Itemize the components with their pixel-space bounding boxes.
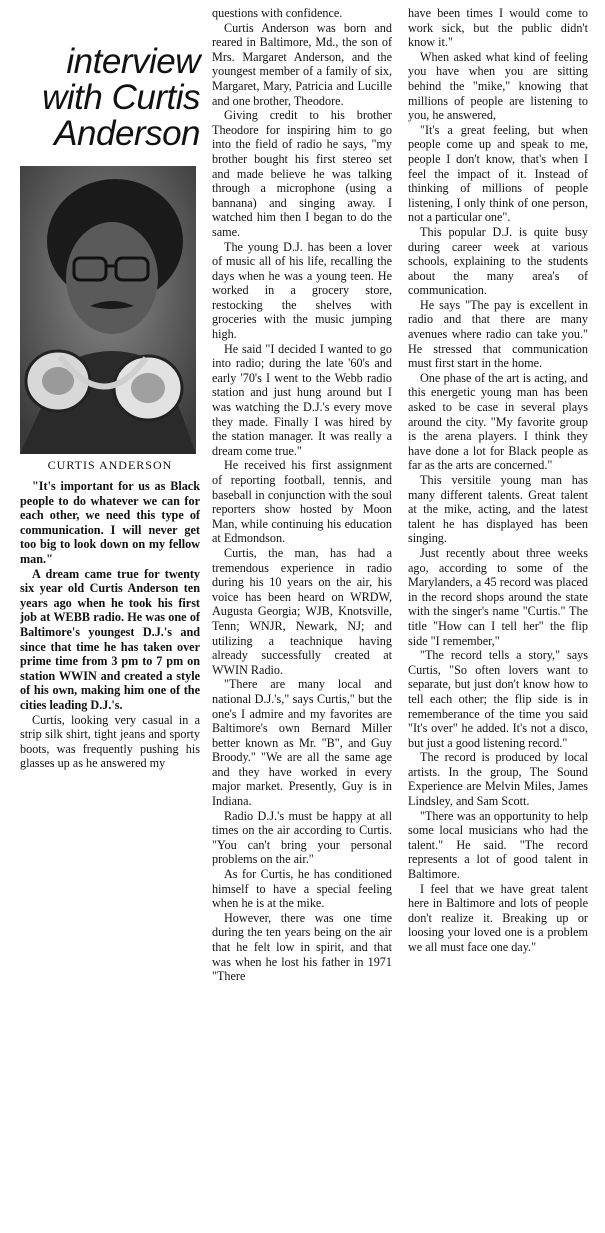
col1-paragraph: A dream came true for twenty six year old Curtis Anderson ten years ago when he took his first job at WEBB radio. He was one of Baltimore's youngest D.J.'s and since that time he has taken over prime time from 3 pm to 7 pm on station WWIN and created a style of his own, making him one of the cities leading D.J.'s. xyxy=(20,566,200,712)
col3-paragraph: He says "The pay is excellent in radio and that there are many avenues where radio can take you." He stressed that communication must first start in the home. xyxy=(408,297,588,371)
headline-line-3: Anderson xyxy=(54,114,200,153)
col2-paragraph: However, there was one time during the ten years being on the air that he felt low in spirit, and that was when he lost his father in 1971 "There xyxy=(212,910,392,984)
col2-paragraph: As for Curtis, he has conditioned himself to have a special feeling when he is at the mike. xyxy=(212,867,392,911)
col3-paragraph: "There was an opportunity to help some local musicians who had the talent." He said. "The record represents a lot of good talent in Baltimore. xyxy=(408,808,588,882)
col2-paragraph: questions with confidence. xyxy=(212,6,343,20)
headline-line-1: interview xyxy=(66,42,200,81)
col2-paragraph: "There are many local and national D.J.'s," says Curtis," but the one's I admire and my favorites are Baltimore's own Bernard Miller better known as Mr. "B", and Guy Broody." "We are all the same age and they have worked in every major market. Presently, Guy is in Indiana. xyxy=(212,677,392,809)
col3-paragraph: I feel that we have great talent here in Baltimore and lots of people don't realize it. Breaking up or loosing your loved one is a problem we all must face one day." xyxy=(408,881,588,954)
col3-paragraph: Just recently about three weeks ago, according to some of the Marylanders, a 45 record was placed in the record shops around the state with the singer's name "Curtis." The title "How can I tell her" the flip side "I remember," xyxy=(408,545,588,648)
col3-paragraph: "It's a great feeling, but when people come up and speak to me, people I don't know, that's when I feel the impact of it. Instead of thinking of millions of people listening, I only think of one person, not a particular one". xyxy=(408,122,588,225)
col1-paragraph: "It's important for us as Black people to do whatever we can for each other, we need this type of communication. I will never get too big to look down on my fellow man." xyxy=(20,479,200,566)
col3-paragraph: have been times I would come to work sick, but the public didn't know it." xyxy=(408,6,588,50)
col3-paragraph: When asked what kind of feeling you have when you are sitting behind the "mike," knowing that millions of people are listening to you, he answered, xyxy=(408,49,588,123)
col3-paragraph: The record is produced by local artists. In the group, The Sound Experience are Melvin Miles, James Lindsley, and Sam Scott. xyxy=(408,750,588,809)
col2-paragraph: Curtis, the man, has had a tremendous experience in radio during his 10 years on the air, his voice has been heard on WRDW, Augusta Georgia; WJB, Knotsville, Tenn; WNJR, Newark, NJ; and utilizing a teachnique having already successfully created at WWIN Radio. xyxy=(212,545,392,677)
portrait-illustration xyxy=(20,166,196,454)
col3-paragraph: This popular D.J. is quite busy during career week at various schools, explaining to the students about the many area's of communication. xyxy=(408,224,588,298)
headline xyxy=(20,44,200,152)
portrait-photo xyxy=(20,166,196,454)
column-1 xyxy=(20,0,200,771)
col2-paragraph: He said "I decided I wanted to go into radio; during the late '60's and early '70's I went to the Webb radio station and just hung around but I was watching the D.J.'s every move they made. Finally I was hired by the station manager. It was really a dream come true." xyxy=(212,341,392,458)
col1-paragraph: Curtis, looking very casual in a strip silk shirt, tight jeans and sporty boots, was frequently pushing his glasses up as he answered my xyxy=(20,712,200,771)
col2-paragraph: He received his first assignment of reporting football, tennis, and baseball in conjunction with the soul reporters show hosted by Moon Man, while continuing his education at Edmondson. xyxy=(212,458,392,546)
col2-paragraph: Curtis Anderson was born and reared in Baltimore, Md., the son of Mrs. Margaret Anderson, and the youngest member of a family of six, Margaret, Mary, Patricia and Lucille and one brother, Theodore. xyxy=(212,20,392,108)
col3-paragraph: This versitile young man has many different talents. Great talent at the mike, acting, and the latest talent he has displayed has been singing. xyxy=(408,473,588,546)
col2-paragraph: Giving credit to his brother Theodore for inspiring him to go into the field of radio he says, "my brother bought his first stereo set and made believe he was talking through a microphone (using a bannana) and singing away. I watched him then I began to do the same. xyxy=(212,108,392,239)
col2-paragraph: Radio D.J.'s must be happy at all times on the air according to Curtis. "You can't bring your personal problems on the air." xyxy=(212,808,392,867)
col3-paragraph: One phase of the art is acting, and this energetic young man has been asked to be case in several plays around the city. "My favorite group is the arena players. I think they have done a lot for Black people as far as the arts are concerned." xyxy=(408,370,588,473)
headline-line-2: with Curtis xyxy=(42,78,200,117)
col2-paragraph: The young D.J. has been a lover of music all of his life, recalling the days when he was a young teen. He worked in a grocery store, restocking the shelves with groceries with the music jumping high. xyxy=(212,239,392,342)
column-2 xyxy=(212,6,392,984)
col3-paragraph: "The record tells a story," says Curtis, "So often lovers want to separate, but just don't know how to tell each other; the flip side is in rememberance of the time you said "It's over" he added. It's not a disco, but just a good listening record." xyxy=(408,648,588,750)
photo-caption: CURTIS ANDERSON xyxy=(47,458,173,472)
column-3 xyxy=(408,6,588,955)
